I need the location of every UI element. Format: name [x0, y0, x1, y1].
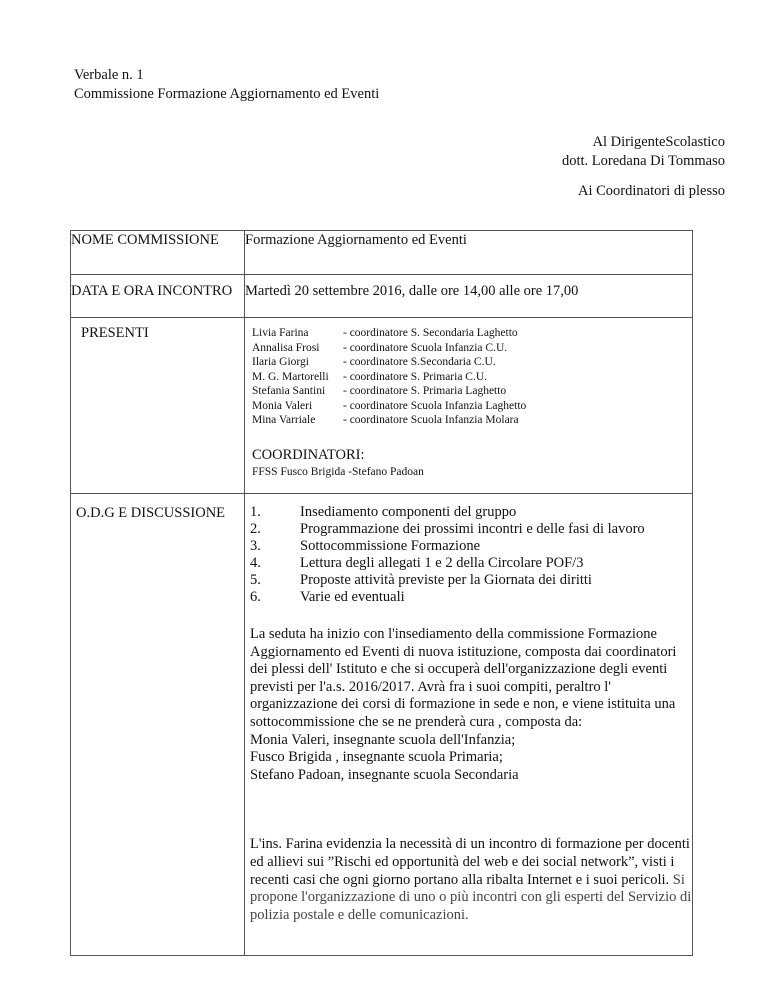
odg-number: 4.: [250, 555, 261, 571]
list-item: [250, 538, 692, 555]
minutes-table: [70, 230, 693, 956]
presente-role: - coordinatore Scuola Infanzia Molara: [343, 414, 519, 426]
discussion-paragraph-2: [250, 836, 692, 924]
list-item: [252, 370, 692, 385]
verbale-number: Verbale n. 1: [74, 67, 144, 83]
presente-name: Annalisa Frosi: [252, 341, 320, 354]
recipient-title: Al DirigenteScolastico: [592, 134, 725, 150]
recipient-name: dott. Loredana Di Tommaso: [561, 153, 725, 169]
odg-text: Sottocommissione Formazione: [300, 538, 481, 554]
list-item: [250, 572, 692, 589]
presente-name: M. G. Martorelli: [252, 370, 329, 383]
odg-text: Lettura degli allegati 1 e 2 della Circolare POF/3: [300, 555, 584, 571]
presente-role: - coordinatore S. Primaria C.U.: [343, 370, 488, 383]
presente-name: Ilaria Giorgi: [252, 356, 309, 368]
coordinatori-label: COORDINATORI:: [252, 446, 365, 463]
list-item: [250, 504, 692, 521]
data-value: Martedì 20 settembre 2016, dalle ore 14,00 alle ore 17,00: [245, 275, 693, 318]
presente-name: Stefania Santini: [252, 385, 326, 397]
presente-role: - coordinatore Scuola Infanzia C.U.: [343, 341, 508, 354]
commission-title: Commissione Formazione Aggiornamento ed Eventi: [74, 86, 380, 102]
discussion-text-2a: L'ins. Farina evidenzia la necessità di un incontro di formazione per docenti ed allievi sui ”Rischi ed opportunità del web e dei social network”, visti i recenti casi che ogni giorno portano alla ribalta Internet e i suoi pericoli.: [250, 836, 690, 888]
table-row-presenti: [71, 318, 693, 494]
list-item: [250, 589, 692, 606]
member-line: Monia Valeri, insegnante scuola dell'Infanzia;: [250, 731, 516, 748]
recipient-coordinatori: Ai Coordinatori di plesso: [577, 183, 725, 199]
odg-text: Insediamento componenti del gruppo: [300, 504, 517, 520]
nome-value: Formazione Aggiornamento ed Eventi: [245, 231, 693, 275]
list-item: [250, 521, 692, 538]
list-item: [252, 355, 692, 370]
discussion-paragraph: [250, 626, 692, 784]
odg-text: Varie ed eventuali: [300, 589, 405, 605]
list-item: [252, 326, 692, 341]
presente-name: Livia Farina: [252, 327, 309, 339]
member-line: Fusco Brigida , insegnante scuola Primaria;: [250, 749, 503, 766]
odg-cell: [245, 494, 693, 956]
discussion-text: La seduta ha inizio con l'insediamento della commissione Formazione Aggiornamento ed Eventi di nuova istituzione, composta dai coordinatori dei plessi dell' Istituto e che si occuperà dell'organizzazione degli eventi previsti per l'a.s. 2016/2017. Avrà fra i suoi compiti, peraltro l' organizzazione dei corsi di formazione in sede e non, e viene istituita una sottocommissione che se ne prenderà cura , composta da:: [250, 626, 677, 730]
list-item: [252, 341, 692, 356]
presente-name: Mina Varriale: [252, 414, 316, 426]
presente-role: - coordinatore S.Secondaria C.U.: [343, 356, 496, 368]
presente-name: Monia Valeri: [252, 399, 313, 412]
presenti-cell: [245, 318, 693, 494]
nome-label: NOME COMMISSIONE: [71, 231, 245, 275]
list-item: [252, 384, 692, 399]
odg-text: Programmazione dei prossimi incontri e delle fasi di lavoro: [300, 521, 645, 537]
table-row-nome: [71, 231, 693, 275]
odg-number: 6.: [250, 589, 261, 605]
odg-label: O.D.G E DISCUSSIONE: [71, 494, 245, 956]
list-item: [250, 555, 692, 572]
odg-number: 1.: [250, 504, 261, 520]
odg-number: 5.: [250, 572, 261, 588]
member-line: Stefano Padoan, insegnante scuola Secondaria: [250, 766, 519, 783]
presente-role: - coordinatore S. Primaria Laghetto: [343, 385, 507, 397]
odg-list: [250, 504, 692, 606]
list-item: [252, 399, 692, 414]
discussion-text-2b: Si propone l'organizzazione di uno o più incontri con gli esperti del Servizio di polizia postale e delle comunicazioni.: [250, 871, 692, 923]
list-item: [252, 413, 692, 428]
presente-role: - coordinatore Scuola Infanzia Laghetto: [343, 399, 527, 412]
odg-number: 3.: [250, 538, 261, 554]
recipient-block-dirigente: [562, 133, 725, 171]
table-row-odg: [71, 494, 693, 956]
odg-text: Proposte attività previste per la Giornata dei diritti: [300, 572, 592, 588]
data-label: DATA E ORA INCONTRO: [71, 275, 245, 318]
table-row-data: [71, 275, 693, 318]
presente-role: - coordinatore S. Secondaria Laghetto: [343, 327, 518, 339]
recipient-block-coordinatori: [578, 182, 725, 201]
document-header: [74, 66, 379, 104]
presenti-list: [252, 326, 692, 428]
odg-number: 2.: [250, 521, 261, 537]
coordinatori-names: FFSS Fusco Brigida -Stefano Padoan: [252, 465, 424, 478]
presenti-label: PRESENTI: [71, 318, 245, 494]
